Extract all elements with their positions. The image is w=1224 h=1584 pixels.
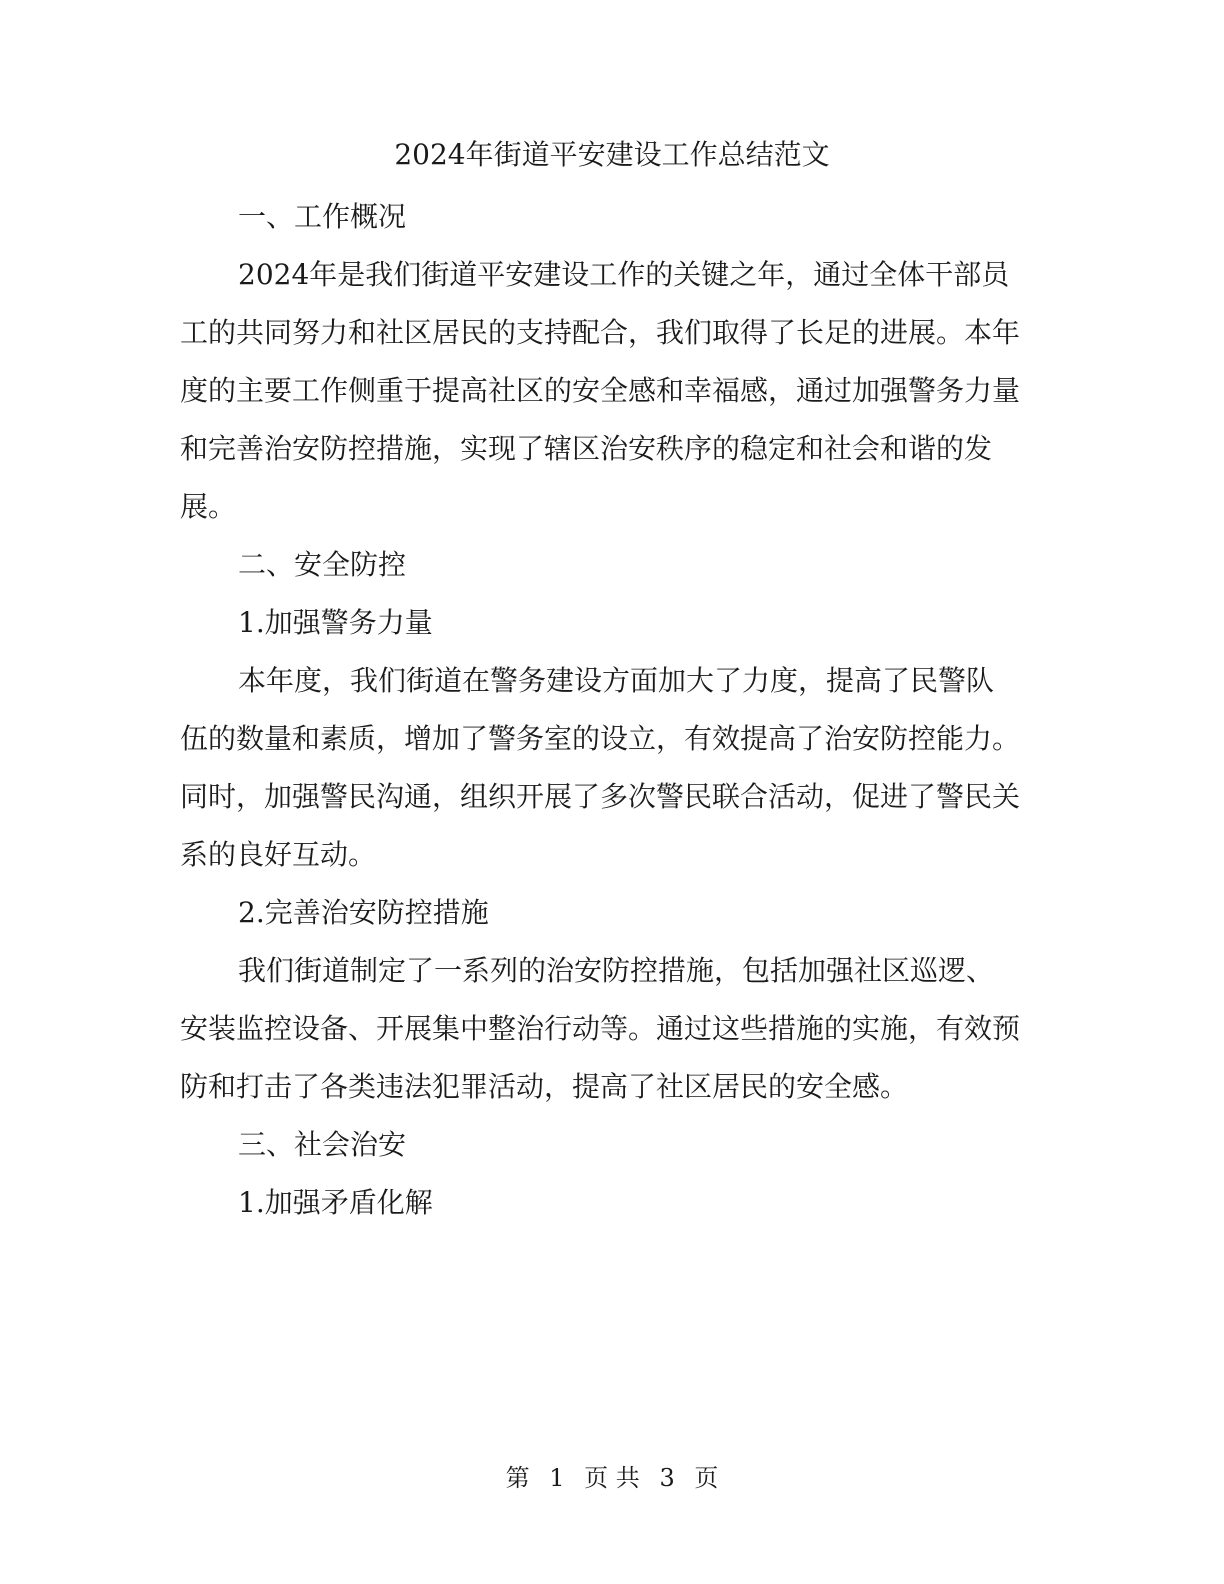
section-heading-public-order: 三、社会治安 [238,1128,407,1161]
document-title: 2024年街道平安建设工作总结范文 [394,138,830,171]
paragraph-police-force: 本年度，我们街道在警务建设方面加大了力度，提高了民警队伍的数量和素质，增加了警务室的设立，有效提高了治安防控能力。同时，加强警民沟通，组织开展了多次警民联合活动，促进了警民关系的良好互动。 [180,664,1021,871]
subheading-conflict-resolution: 1.加强矛盾化解 [238,1186,433,1219]
page-number-footer [0,1460,1224,1496]
footer-total-pages: 3 [659,1464,675,1492]
subheading-police-force: 1.加强警务力量 [238,606,433,639]
document-body [180,188,1020,1232]
footer-middle: 页 共 [584,1464,640,1492]
section-heading-security: 二、安全防控 [238,548,407,581]
subheading-prevention-measures: 2.完善治安防控措施 [238,896,489,929]
footer-suffix: 页 [694,1464,719,1492]
footer-current-page: 1 [549,1464,565,1492]
paragraph-overview: 2024年是我们街道平安建设工作的关键之年，通过全体干部员工的共同努力和社区居民的支持配合，我们取得了长足的进展。本年度的主要工作侧重于提高社区的安全感和幸福感，通过加强警务力量和完善治安防控措施，实现了辖区治安秩序的稳定和社会和谐的发展。 [180,258,1021,523]
footer-prefix: 第 [505,1464,530,1492]
section-heading-overview: 一、工作概况 [238,200,407,233]
paragraph-prevention-measures: 我们街道制定了一系列的治安防控措施，包括加强社区巡逻、安装监控设备、开展集中整治行动等。通过这些措施的实施，有效预防和打击了各类违法犯罪活动，提高了社区居民的安全感。 [180,954,1021,1103]
